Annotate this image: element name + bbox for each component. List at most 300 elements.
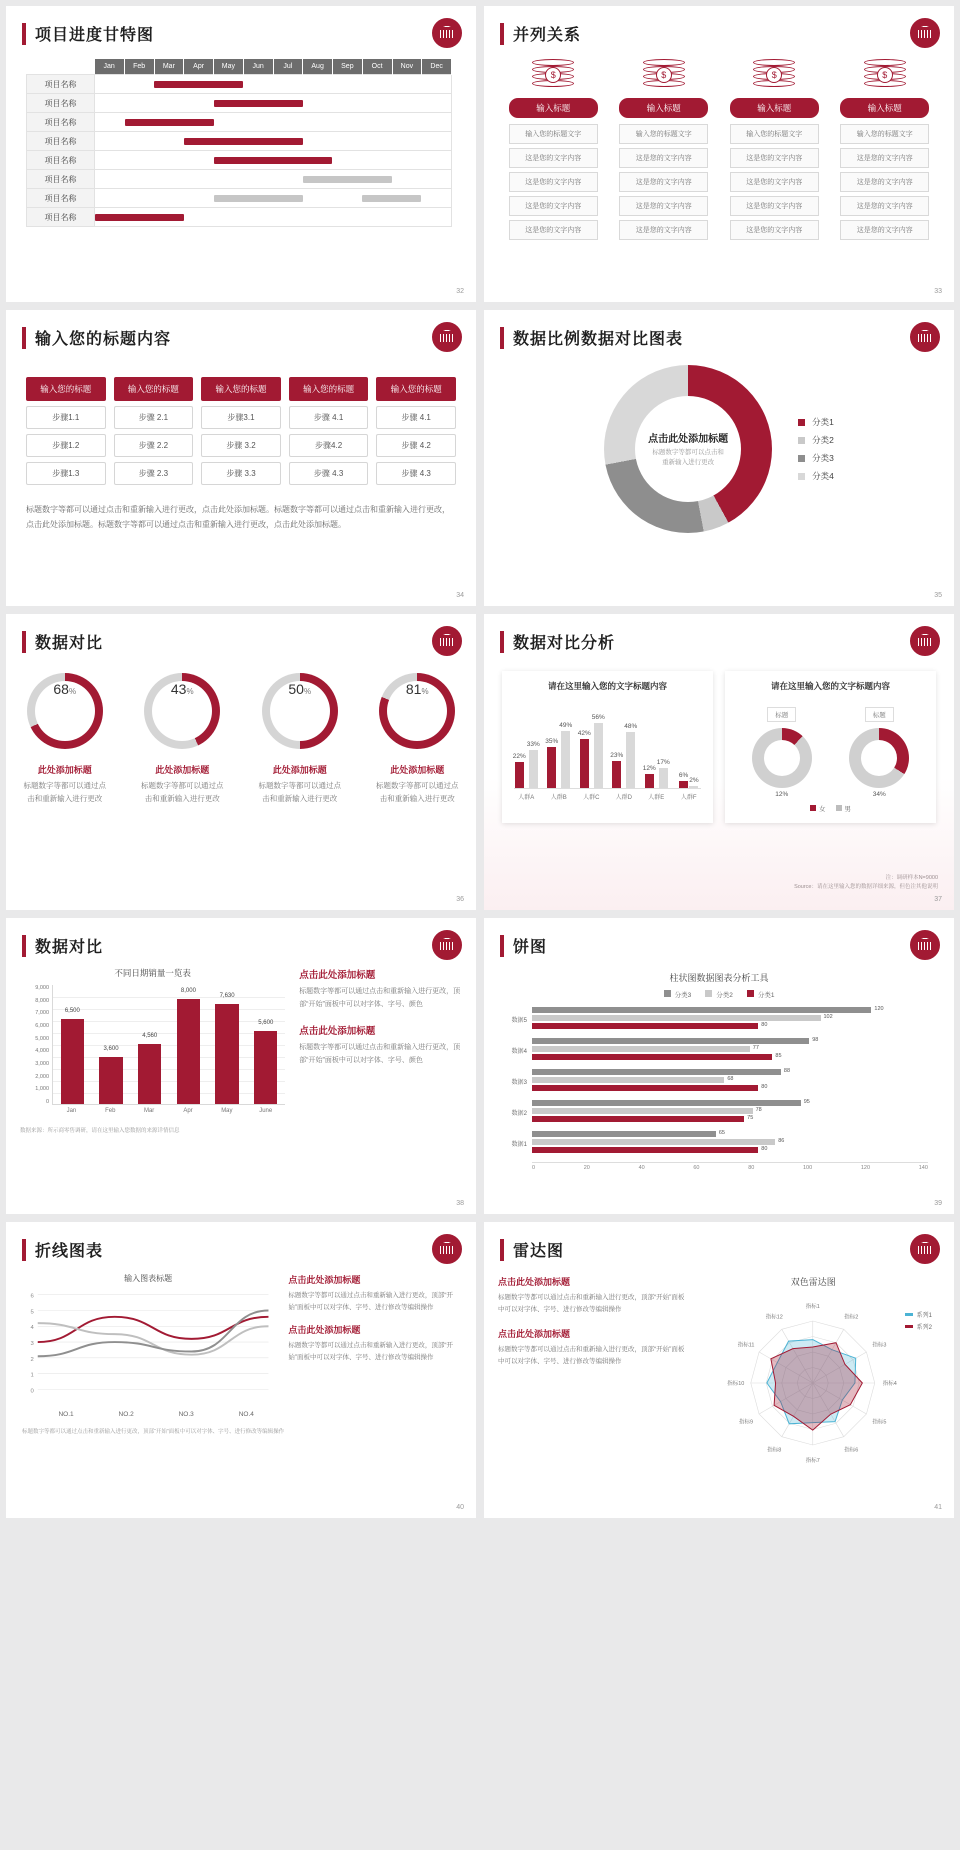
page-number: 39 xyxy=(934,1200,942,1207)
step-cell[interactable]: 步骤 4.3 xyxy=(376,462,456,485)
hbar-row xyxy=(532,1077,928,1083)
bar-series-a[interactable] xyxy=(580,739,589,788)
radar-chart xyxy=(684,1288,942,1478)
step-cell[interactable]: 步骤 4.1 xyxy=(376,406,456,429)
gantt-row-label: 项目名称 xyxy=(27,170,95,189)
block-text: 标题数字等都可以通过点击和重新输入进行更改，顶部“开始”面板中可以对字体、字号、颜色 xyxy=(299,988,461,1008)
mini-donut-value: 12% xyxy=(775,791,789,798)
bar-x-label: 人群C xyxy=(583,795,600,801)
column-value: 8,000 xyxy=(180,988,196,995)
page-number: 33 xyxy=(934,288,942,295)
gantt-row-track xyxy=(95,113,452,132)
bar-series-a[interactable] xyxy=(645,774,654,788)
gantt-bar[interactable] xyxy=(362,195,421,202)
logo-seal-icon xyxy=(910,930,940,960)
hbar-row xyxy=(532,1007,928,1013)
logo-seal-icon xyxy=(432,1234,462,1264)
hbar-label: 数据2 xyxy=(511,1110,527,1117)
hbar-value: 85 xyxy=(775,1053,782,1059)
hbar-group xyxy=(498,1007,928,1031)
parallel-cell[interactable]: 这是您的文字内容 xyxy=(730,148,819,168)
legend-swatch xyxy=(810,805,816,811)
legend-item xyxy=(798,416,834,428)
logo-seal-icon xyxy=(910,322,940,352)
parallel-cell[interactable]: 这是您的文字内容 xyxy=(619,172,708,192)
x-tick: Jan xyxy=(66,1108,77,1114)
x-tick: 60 xyxy=(693,1165,700,1171)
y-tick: 7,000 xyxy=(35,1010,49,1017)
gantt-body xyxy=(27,75,452,227)
svg-text:1: 1 xyxy=(30,1372,34,1379)
bar-value: 35% xyxy=(545,738,559,746)
column-value: 5,600 xyxy=(258,1019,274,1026)
bar-series-b[interactable] xyxy=(689,786,698,788)
gauge-desc: 标题数字等都可以通过点击和重新输入进行更改 xyxy=(258,781,341,803)
bar-x-labels xyxy=(510,792,705,801)
hbar-fill[interactable] xyxy=(532,1069,781,1075)
legend-label: 分类3 xyxy=(812,453,834,463)
hbar-fill[interactable] xyxy=(532,1015,821,1021)
gauge-item xyxy=(11,673,119,806)
title-accent-bar xyxy=(22,23,26,45)
logo-seal-icon xyxy=(910,18,940,48)
gantt-month-header: Mar xyxy=(154,59,184,75)
coins-icon: $ xyxy=(505,57,602,91)
gantt-bar[interactable] xyxy=(184,138,303,145)
bar-series-a[interactable] xyxy=(612,761,621,788)
title-accent-bar xyxy=(22,631,26,653)
page-number: 37 xyxy=(934,896,942,903)
step-cell[interactable]: 步骤1.2 xyxy=(26,434,106,457)
gantt-bar[interactable] xyxy=(214,195,303,202)
gauge-desc: 标题数字等都可以通过点击和重新输入进行更改 xyxy=(376,781,459,803)
gantt-row-label: 项目名称 xyxy=(27,132,95,151)
legend-swatch xyxy=(798,437,805,444)
hbar-row xyxy=(532,1023,928,1029)
title-accent-bar xyxy=(500,1239,504,1261)
gauge-unit: % xyxy=(186,687,194,696)
gantt-month-header: Aug xyxy=(303,59,333,75)
bar-value: 33% xyxy=(526,740,540,748)
gauge-title[interactable]: 此处添加标题 xyxy=(390,765,445,775)
legend-swatch xyxy=(798,455,805,462)
y-axis-labels xyxy=(20,985,52,1105)
page-number: 35 xyxy=(934,592,942,599)
svg-text:6: 6 xyxy=(30,1293,34,1300)
gantt-row xyxy=(27,113,452,132)
logo-seal-icon xyxy=(910,1234,940,1264)
bar-value: 56% xyxy=(591,713,605,721)
hbar-row xyxy=(532,1054,928,1060)
hbar-row xyxy=(532,1015,928,1021)
gauge-value: 81 xyxy=(405,681,422,697)
radar-chart-area xyxy=(684,1275,942,1483)
hbar-fill[interactable] xyxy=(532,1100,801,1106)
hbar-fill[interactable] xyxy=(532,1046,750,1052)
step-cell[interactable]: 步骤 2.3 xyxy=(114,462,194,485)
hbar-fill[interactable] xyxy=(532,1038,809,1044)
parallel-pill-title[interactable]: 输入标题 xyxy=(619,98,708,118)
gantt-bar[interactable] xyxy=(125,119,214,126)
hbar-value: 77 xyxy=(752,1045,759,1051)
parallel-pill-title[interactable]: 输入标题 xyxy=(509,98,598,118)
slide-header xyxy=(484,310,954,349)
gantt-row-label: 项目名称 xyxy=(27,151,95,170)
step-cell[interactable]: 步骤 3.2 xyxy=(201,434,281,457)
x-tick: 0 xyxy=(532,1165,536,1171)
gauge-ring xyxy=(262,673,338,749)
column-bar[interactable] xyxy=(254,1019,277,1104)
legend-swatch xyxy=(905,1325,913,1328)
hbar-label: 数据1 xyxy=(511,1141,527,1148)
svg-text:2: 2 xyxy=(30,1356,34,1363)
hbar-value: 68 xyxy=(727,1076,734,1082)
x-tick: Apr xyxy=(183,1108,193,1114)
y-tick: 0 xyxy=(45,1098,49,1105)
block-text: 标题数字等都可以通过点击和重新输入进行更改，顶部“开始”面板中可以对字体、字号、进行修改等编辑操作 xyxy=(288,1342,454,1362)
parallel-cell[interactable]: 这是您的文字内容 xyxy=(730,220,819,240)
gantt-row xyxy=(27,170,452,189)
legend-swatch xyxy=(905,1313,913,1316)
parallel-cell[interactable]: 这是您的文字内容 xyxy=(509,220,598,240)
column-bar[interactable] xyxy=(177,988,200,1104)
svg-text:4: 4 xyxy=(30,1325,34,1332)
step-cell[interactable]: 步骤 2.1 xyxy=(114,406,194,429)
svg-text:指标5: 指标5 xyxy=(872,1419,887,1426)
parallel-cell[interactable]: 这是您的文字内容 xyxy=(840,220,929,240)
gauge-center xyxy=(387,681,447,741)
step-header[interactable]: 输入您的标题 xyxy=(201,377,281,401)
parallel-cell[interactable]: 这是您的文字内容 xyxy=(730,196,819,216)
hbar-fill[interactable] xyxy=(532,1116,744,1122)
title-accent-bar xyxy=(500,935,504,957)
parallel-column xyxy=(836,57,933,244)
slide-columns xyxy=(6,918,476,1214)
text-blocks xyxy=(498,1275,684,1483)
gantt-bar[interactable] xyxy=(214,157,333,164)
bar-x-label: 人群F xyxy=(680,795,697,801)
hbar-value: 80 xyxy=(761,1084,768,1090)
parallel-cell[interactable]: 输入您的标题文字 xyxy=(619,124,708,144)
block-text: 标题数字等都可以通过点击和重新输入进行更改，顶部“开始”面板中可以对字体、字号、进行修改等编辑操作 xyxy=(498,1294,685,1313)
bar-series-b[interactable] xyxy=(626,732,635,788)
gauge-title[interactable]: 此处添加标题 xyxy=(37,765,92,775)
slide-steps xyxy=(6,310,476,606)
coins-icon: $ xyxy=(836,57,933,91)
gantt-bar[interactable] xyxy=(95,214,184,221)
gauge-value: 68 xyxy=(53,681,69,697)
parallel-cell[interactable]: 这是您的文字内容 xyxy=(730,172,819,192)
bar-value: 12% xyxy=(642,765,656,772)
bar-value: 22% xyxy=(512,753,526,761)
step-header[interactable]: 输入您的标题 xyxy=(114,377,194,401)
parallel-pill-title[interactable]: 输入标题 xyxy=(730,98,819,118)
column-bar[interactable] xyxy=(61,1007,84,1104)
column-value: 7,630 xyxy=(219,992,235,999)
bar-group xyxy=(644,702,669,788)
gantt-month-header: May xyxy=(214,59,244,75)
parallel-cell[interactable]: 这是您的文字内容 xyxy=(509,196,598,216)
bar-series-a[interactable] xyxy=(547,747,556,788)
gantt-month-header: Feb xyxy=(124,59,154,75)
step-cell[interactable]: 步骤1.3 xyxy=(26,462,106,485)
x-tick: NO.2 xyxy=(118,1411,134,1418)
gantt-row-track xyxy=(95,170,452,189)
page-number: 40 xyxy=(456,1504,464,1511)
parallel-cell[interactable]: 输入您的标题文字 xyxy=(840,124,929,144)
column-bar[interactable] xyxy=(215,992,238,1104)
gauge-desc: 标题数字等都可以通过点击和重新输入进行更改 xyxy=(141,781,224,803)
parallel-cell[interactable]: 这是您的文字内容 xyxy=(509,148,598,168)
svg-text:0: 0 xyxy=(30,1388,34,1395)
legend-swatch xyxy=(705,990,712,997)
line-chart xyxy=(20,1288,276,1404)
svg-text:指标11: 指标11 xyxy=(738,1342,755,1349)
gantt-row-track xyxy=(95,151,452,170)
bar-x-label: 人群A xyxy=(518,795,535,801)
bar-x-label: 人群D xyxy=(615,795,632,801)
step-header[interactable]: 输入您的标题 xyxy=(289,377,369,401)
parallel-cell[interactable]: 这是您的文字内容 xyxy=(840,196,929,216)
gauge-ring xyxy=(379,673,455,749)
x-tick: 140 xyxy=(918,1165,928,1171)
compare-panel-left xyxy=(502,671,713,823)
gauge-title[interactable]: 此处添加标题 xyxy=(272,765,327,775)
gantt-month-header: Jun xyxy=(243,59,273,75)
hbar-fill[interactable] xyxy=(532,1077,724,1083)
gantt-header-row xyxy=(27,59,452,75)
legend-label: 分类2 xyxy=(812,435,834,445)
block-heading[interactable]: 点击此处添加标题 xyxy=(299,1026,376,1038)
gantt-bar[interactable] xyxy=(303,176,392,183)
bar-x-label: 人群E xyxy=(648,795,665,801)
hbar-row xyxy=(532,1046,928,1052)
step-cell[interactable]: 步骤 4.3 xyxy=(289,462,369,485)
step-cell[interactable]: 步骤 2.2 xyxy=(114,434,194,457)
gauge-item xyxy=(363,673,471,806)
page-number: 38 xyxy=(456,1200,464,1207)
bar-series-b[interactable] xyxy=(561,731,570,788)
hbar-fill[interactable] xyxy=(532,1023,758,1029)
bar-series-a[interactable] xyxy=(515,762,524,788)
slide-header xyxy=(484,614,954,653)
hbar-fill[interactable] xyxy=(532,1131,716,1137)
mini-donut-label[interactable]: 标题 xyxy=(865,707,894,722)
slide-header xyxy=(484,6,954,45)
gantt-month-header: Dec xyxy=(422,59,452,75)
parallel-cell[interactable]: 输入您的标题文字 xyxy=(730,124,819,144)
gantt-row xyxy=(27,132,452,151)
slide-donut xyxy=(484,310,954,606)
svg-text:指标2: 指标2 xyxy=(844,1314,859,1321)
gauge-center xyxy=(270,681,330,741)
step-cell[interactable]: 步骤 4.1 xyxy=(289,406,369,429)
legend-item: 分类3 xyxy=(664,990,692,999)
chart-title: 不同日期销量一览表 xyxy=(114,968,191,978)
page-title: 雷达图 xyxy=(513,1243,565,1260)
gantt-month-header: Jul xyxy=(273,59,303,75)
chart-title: 双色雷达图 xyxy=(790,1277,836,1287)
step-column xyxy=(289,377,369,485)
hbar-group xyxy=(498,1100,928,1124)
bar-series-b[interactable] xyxy=(594,723,603,788)
gauge-desc: 标题数字等都可以通过点击和重新输入进行更改 xyxy=(23,781,106,803)
hbar-fill[interactable] xyxy=(532,1147,758,1153)
gauge-unit: % xyxy=(421,687,429,696)
gantt-bar[interactable] xyxy=(154,81,243,88)
gantt-month-header: Sep xyxy=(333,59,363,75)
block-text: 标题数字等都可以通过点击和重新输入进行更改，顶部“开始”面板中可以对字体、字号、颜色 xyxy=(299,1044,461,1064)
svg-text:5: 5 xyxy=(30,1309,34,1316)
bar-value: 23% xyxy=(610,752,624,760)
bar-value: 17% xyxy=(656,759,670,767)
step-cell[interactable]: 步骤 4.2 xyxy=(376,434,456,457)
step-header[interactable]: 输入您的标题 xyxy=(26,377,106,401)
hbar-value: 86 xyxy=(778,1138,785,1144)
gantt-row-track xyxy=(95,132,452,151)
x-tick: Feb xyxy=(105,1108,116,1114)
column-bar[interactable] xyxy=(138,1033,161,1104)
mini-donut-label[interactable]: 标题 xyxy=(767,707,796,722)
legend-swatch xyxy=(747,990,754,997)
text-blocks xyxy=(285,967,462,1134)
step-header[interactable]: 输入您的标题 xyxy=(376,377,456,401)
hbar-value: 78 xyxy=(755,1107,762,1113)
hbar-fill[interactable] xyxy=(532,1108,753,1114)
hbar-value: 102 xyxy=(823,1014,833,1020)
page-title: 数据对比分析 xyxy=(513,635,616,652)
bar-series-b[interactable] xyxy=(659,768,668,788)
svg-text:指标3: 指标3 xyxy=(872,1342,887,1349)
y-tick: 8,000 xyxy=(35,997,49,1004)
steps-columns xyxy=(26,377,456,485)
parallel-cell[interactable]: 这是您的文字内容 xyxy=(619,220,708,240)
y-tick: 5,000 xyxy=(35,1035,49,1042)
logo-seal-icon xyxy=(432,626,462,656)
bar-value: 49% xyxy=(559,721,573,729)
y-tick: 9,000 xyxy=(35,985,49,991)
parallel-cell[interactable]: 这是您的文字内容 xyxy=(840,148,929,168)
title-accent-bar xyxy=(22,327,26,349)
parallel-column xyxy=(505,57,602,244)
parallel-cell[interactable]: 这是您的文字内容 xyxy=(840,172,929,192)
page-title: 数据比例数据对比图表 xyxy=(513,331,684,348)
gantt-month-header: Oct xyxy=(362,59,392,75)
page-title: 输入您的标题内容 xyxy=(35,331,172,348)
x-tick: 100 xyxy=(803,1165,813,1171)
logo-seal-icon xyxy=(910,626,940,656)
bar-series-a[interactable] xyxy=(679,781,688,788)
bar-group xyxy=(611,702,636,788)
source-note xyxy=(794,874,938,892)
block-heading[interactable]: 点击此处添加标题 xyxy=(498,1329,571,1340)
hbar-row xyxy=(532,1100,928,1106)
panel-title: 请在这里输入您的文字标题内容 xyxy=(770,681,890,691)
svg-text:指标6: 指标6 xyxy=(844,1447,859,1454)
legend-item: 系列1 xyxy=(905,1310,932,1319)
legend-swatch xyxy=(798,419,805,426)
slide-header xyxy=(484,918,954,957)
gantt-row-track xyxy=(95,189,452,208)
column-bar[interactable] xyxy=(99,1045,122,1104)
radar-body xyxy=(498,1275,942,1483)
hbar-value: 80 xyxy=(761,1146,768,1152)
footer-note: 标题数字等都可以通过点击和重新输入进行更改，顶部“开始”面板中可以对字体、字号、进行修改等编辑操作 xyxy=(22,1429,285,1435)
parallel-cell[interactable]: 这是您的文字内容 xyxy=(509,172,598,192)
hbar-fill[interactable] xyxy=(532,1054,772,1060)
bar-x-label: 人群B xyxy=(550,795,567,801)
legend-swatch xyxy=(836,805,842,811)
block-heading[interactable]: 点击此处添加标题 xyxy=(299,970,376,981)
chart-note: 数据来源：所示商零售调研，请在这里输入您数据的来源详情信息 xyxy=(20,1128,180,1134)
gantt-row xyxy=(27,208,452,227)
gantt-row-label: 项目名称 xyxy=(27,208,95,227)
slide-header xyxy=(6,918,476,957)
x-tick: 80 xyxy=(748,1165,755,1171)
gauge-title[interactable]: 此处添加标题 xyxy=(155,765,210,775)
x-tick: 20 xyxy=(583,1165,590,1171)
coins-icon: $ xyxy=(615,57,712,91)
step-cell[interactable]: 步骤 3.3 xyxy=(201,462,281,485)
gantt-chart xyxy=(26,59,452,227)
column-chart-area xyxy=(20,967,285,1134)
hbar-value: 98 xyxy=(812,1037,819,1043)
step-cell[interactable]: 步骤3.1 xyxy=(201,406,281,429)
line-chart-area xyxy=(20,1273,276,1418)
hbar-fill[interactable] xyxy=(532,1007,871,1013)
chart-legend xyxy=(484,990,954,999)
parallel-column xyxy=(615,57,712,244)
parallel-cell[interactable]: 这是您的文字内容 xyxy=(619,148,708,168)
block-heading[interactable]: 点击此处添加标题 xyxy=(498,1277,571,1287)
panel-title: 请在这里输入您的文字标题内容 xyxy=(547,681,667,691)
mini-donut-ring xyxy=(752,728,812,788)
page-number: 34 xyxy=(456,592,464,599)
hbar-fill[interactable] xyxy=(532,1139,775,1145)
page-title: 数据对比 xyxy=(35,939,104,956)
legend-label: 分类4 xyxy=(812,471,834,481)
step-cell[interactable]: 步骤4.2 xyxy=(289,434,369,457)
svg-text:指标4: 指标4 xyxy=(883,1381,898,1387)
bar-series-b[interactable] xyxy=(529,750,538,789)
slide-parallel xyxy=(484,6,954,302)
parallel-cell[interactable]: 输入您的标题文字 xyxy=(509,124,598,144)
step-cell[interactable]: 步骤1.1 xyxy=(26,406,106,429)
radar-legend xyxy=(905,1310,932,1334)
coins-icon: $ xyxy=(726,57,823,91)
hbar-group xyxy=(498,1038,928,1062)
gantt-row-label: 项目名称 xyxy=(27,189,95,208)
parallel-cell[interactable]: 这是您的文字内容 xyxy=(619,196,708,216)
block-heading[interactable]: 点击此处添加标题 xyxy=(288,1275,361,1285)
legend-item: 分类2 xyxy=(705,990,733,999)
slide-gantt xyxy=(6,6,476,302)
y-tick: 3,000 xyxy=(35,1060,49,1067)
compare-legend xyxy=(733,804,928,813)
slide-hbars xyxy=(484,918,954,1214)
bar-group xyxy=(579,702,604,788)
gauge-ring xyxy=(27,673,103,749)
hbar-fill[interactable] xyxy=(532,1085,758,1091)
bar-value: 48% xyxy=(624,723,638,730)
gantt-bar[interactable] xyxy=(214,100,303,107)
source-line: Source：请在这里输入您的数据详细来源，但色注其他说明 xyxy=(794,884,938,891)
columns-body xyxy=(20,967,462,1134)
mini-donut-ring xyxy=(849,728,909,788)
gauge-value: 50 xyxy=(288,681,304,697)
block-heading[interactable]: 点击此处添加标题 xyxy=(288,1325,361,1336)
parallel-pill-title[interactable]: 输入标题 xyxy=(840,98,929,118)
